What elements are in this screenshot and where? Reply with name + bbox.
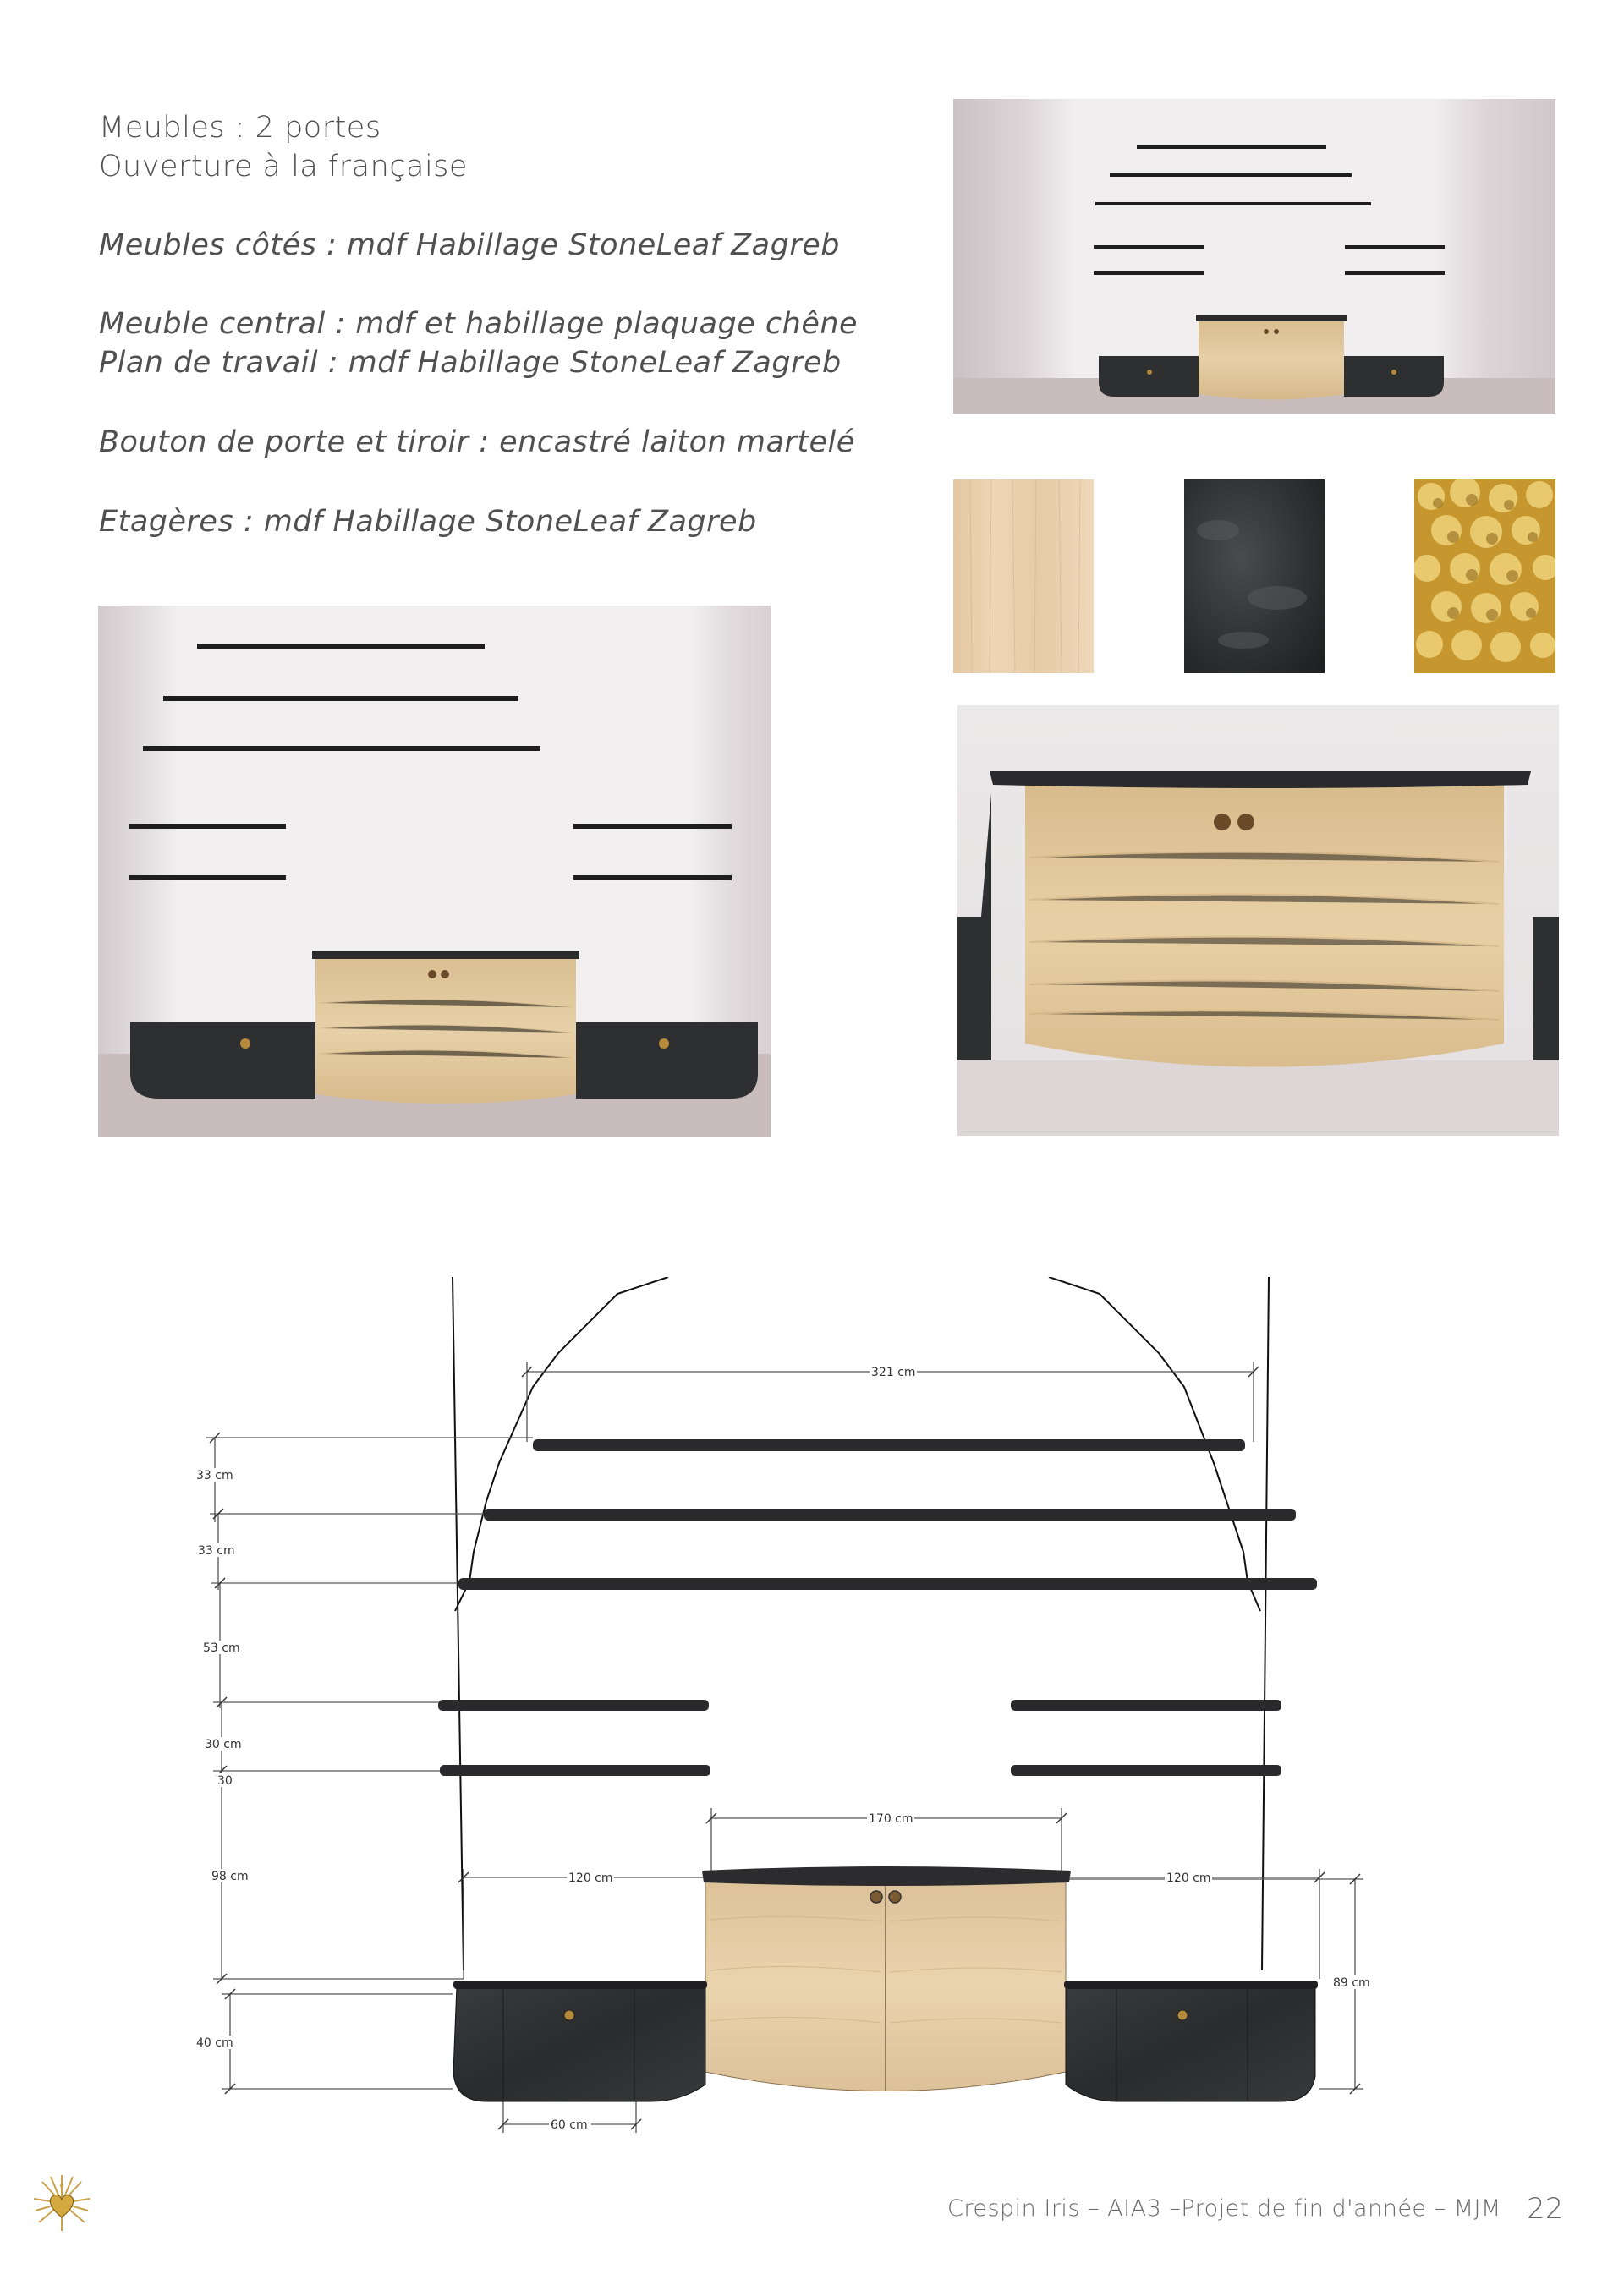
swatch-stoneleaf-zagreb [1184,479,1325,673]
spec-line-central-unit: Meuble central : mdf et habillage plaquage chêne [99,307,859,341]
elevation-drawing [195,1277,1379,2140]
render-front-view-large [98,606,771,1137]
swatch-oak-veneer [953,479,1094,673]
footer-credit: Crespin Iris – AIA3 –Projet de fin d'année – MJM [947,2195,1501,2222]
spec-line-knobs: Bouton de porte et tiroir : encastré laiton martelé [99,425,855,459]
dim-label-53: 53 cm [203,1641,240,1655]
dim-label-60: 60 cm [551,2118,588,2132]
spec-line-shelves: Etagères : mdf Habillage StoneLeaf Zagreb [99,505,757,539]
page-number: 22 [1527,2192,1564,2226]
dim-label-321: 321 cm [871,1366,916,1379]
dim-label-30-second: 30 [217,1774,233,1788]
dim-label-89: 89 cm [1333,1976,1370,1990]
render-front-view-small [953,99,1555,414]
dim-label-170: 170 cm [869,1812,914,1826]
spec-line-worktop: Plan de travail : mdf Habillage StoneLeaf Zagreb [99,346,842,380]
dim-label-33-second: 33 cm [198,1544,235,1558]
swatch-hammered-brass [1414,479,1555,673]
spec-line-doors: Meubles : 2 portes [99,111,381,145]
dim-label-98: 98 cm [211,1870,249,1883]
sacred-heart-logo-icon [32,2173,91,2233]
dim-label-33-top: 33 cm [196,1469,233,1482]
dim-label-120-right: 120 cm [1166,1871,1211,1885]
dim-label-120-left: 120 cm [568,1871,613,1885]
render-central-unit-closeup [957,705,1559,1136]
dim-label-40: 40 cm [196,2036,233,2050]
spec-line-opening: Ouverture à la française [99,150,468,184]
spec-line-side-units: Meubles côtés : mdf Habillage StoneLeaf Zagreb [99,228,840,262]
dim-label-30: 30 cm [205,1738,242,1751]
